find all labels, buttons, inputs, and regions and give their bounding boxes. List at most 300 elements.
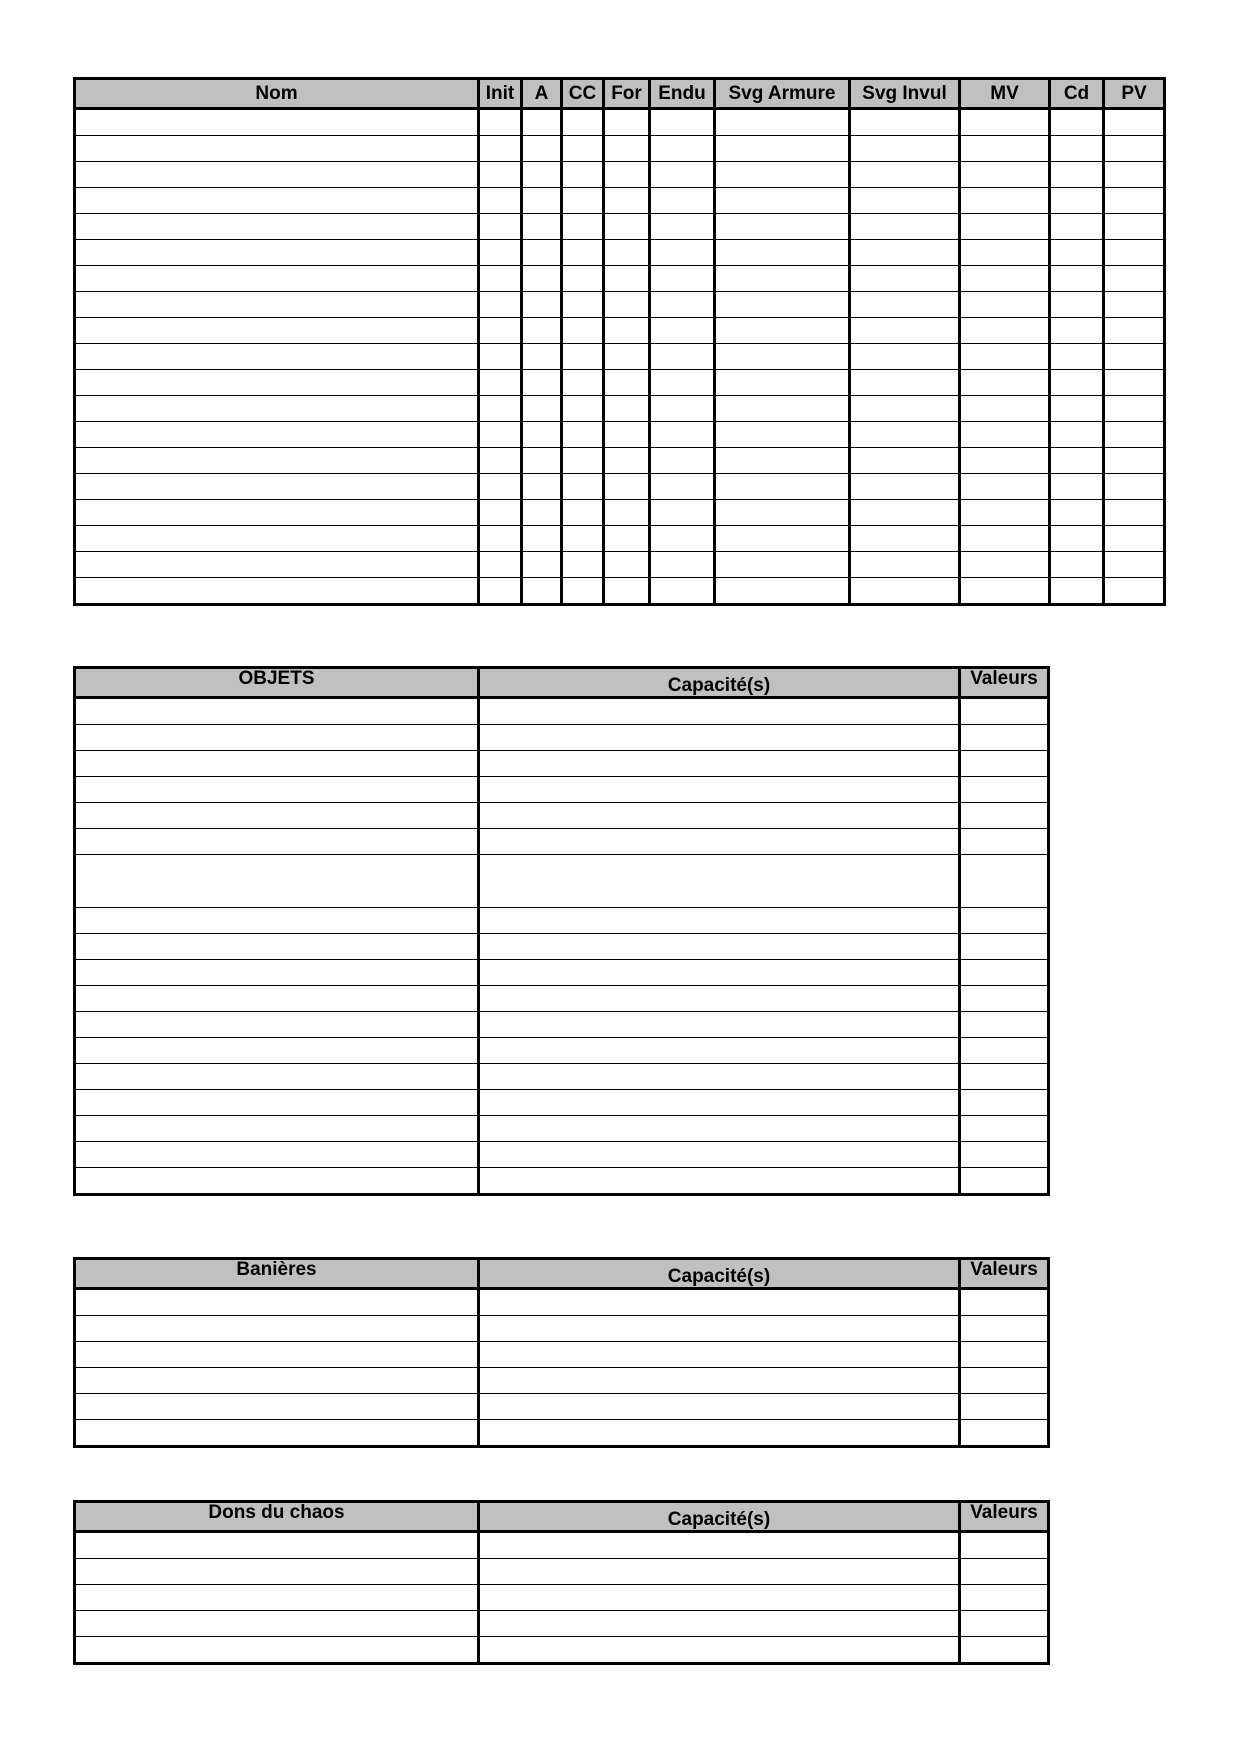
table-cell[interactable] [960,1090,1049,1116]
table-cell[interactable] [479,829,960,855]
table-cell[interactable] [1104,240,1165,266]
table-cell[interactable] [75,422,479,448]
table-cell[interactable] [650,136,715,162]
table-cell[interactable] [850,240,960,266]
table-cell[interactable] [715,422,850,448]
table-cell[interactable] [562,266,604,292]
table-cell[interactable] [1050,188,1104,214]
table-cell[interactable] [850,162,960,188]
table-cell[interactable] [850,396,960,422]
table-cell[interactable] [479,318,522,344]
table-cell[interactable] [850,292,960,318]
table-cell[interactable] [650,188,715,214]
table-cell[interactable] [75,1532,479,1559]
table-cell[interactable] [522,370,562,396]
table-cell[interactable] [562,292,604,318]
table-cell[interactable] [1104,162,1165,188]
table-cell[interactable] [1050,422,1104,448]
table-cell[interactable] [479,240,522,266]
table-cell[interactable] [715,396,850,422]
table-cell[interactable] [522,162,562,188]
table-cell[interactable] [960,240,1050,266]
table-cell[interactable] [479,396,522,422]
table-cell[interactable] [1050,292,1104,318]
table-cell[interactable] [960,500,1050,526]
table-cell[interactable] [960,1064,1049,1090]
table-cell[interactable] [75,526,479,552]
table-cell[interactable] [479,474,522,500]
table-cell[interactable] [960,855,1049,908]
table-cell[interactable] [1104,136,1165,162]
table-cell[interactable] [604,500,650,526]
table-cell[interactable] [650,396,715,422]
table-cell[interactable] [1050,344,1104,370]
table-cell[interactable] [850,474,960,500]
col-header-valeurs: Valeurs [960,668,1049,698]
table-cell[interactable] [75,344,479,370]
table-cell[interactable] [75,1637,479,1664]
table-cell[interactable] [1050,448,1104,474]
table-cell[interactable] [479,725,960,751]
table-cell[interactable] [715,109,850,136]
table-cell[interactable] [715,136,850,162]
table-cell[interactable] [1104,552,1165,578]
table-cell[interactable] [75,1394,479,1420]
table-cell[interactable] [650,370,715,396]
table-cell[interactable] [850,266,960,292]
table-cell[interactable] [850,500,960,526]
table-cell[interactable] [960,777,1049,803]
table-cell[interactable] [522,552,562,578]
table-cell[interactable] [1104,266,1165,292]
table-cell[interactable] [562,552,604,578]
table-cell[interactable] [960,526,1050,552]
table-cell[interactable] [715,188,850,214]
table-cell[interactable] [479,1038,960,1064]
table-cell[interactable] [562,526,604,552]
table-cell[interactable] [479,698,960,725]
col-header-valeurs: Valeurs [960,1259,1049,1289]
table-cell[interactable] [75,396,479,422]
table-cell[interactable] [75,803,479,829]
table-cell[interactable] [479,1289,960,1316]
table-cell[interactable] [1050,474,1104,500]
table-cell[interactable] [1104,578,1165,605]
table-cell[interactable] [522,109,562,136]
table-cell[interactable] [479,1394,960,1420]
table-cell[interactable] [715,292,850,318]
table-cell[interactable] [1050,214,1104,240]
table-cell[interactable] [522,526,562,552]
table-cell[interactable] [75,725,479,751]
table-cell[interactable] [650,552,715,578]
table-cell[interactable] [75,578,479,605]
table-cell[interactable] [75,960,479,986]
table-cell[interactable] [75,370,479,396]
table-cell[interactable] [75,1090,479,1116]
table-cell[interactable] [960,1394,1049,1420]
table-cell[interactable] [715,240,850,266]
table-cell[interactable] [650,448,715,474]
table-cell[interactable] [562,109,604,136]
table-cell[interactable] [1050,552,1104,578]
table-cell[interactable] [960,578,1050,605]
table-cell[interactable] [562,214,604,240]
table-cell[interactable] [850,318,960,344]
table-cell[interactable] [715,214,850,240]
table-cell[interactable] [960,318,1050,344]
table-cell[interactable] [650,109,715,136]
table-cell[interactable] [479,162,522,188]
table-cell[interactable] [850,188,960,214]
table-cell[interactable] [604,188,650,214]
table-cell[interactable] [479,960,960,986]
table-cell[interactable] [604,448,650,474]
table-cell[interactable] [75,1611,479,1637]
table-cell[interactable] [650,578,715,605]
table-cell[interactable] [604,422,650,448]
table-cell[interactable] [1050,318,1104,344]
table-cell[interactable] [850,344,960,370]
table-cell[interactable] [75,1342,479,1368]
table-cell[interactable] [604,318,650,344]
table-cell[interactable] [479,1142,960,1168]
table-cell[interactable] [75,855,479,908]
table-cell[interactable] [522,500,562,526]
table-cell[interactable] [479,214,522,240]
table-cell[interactable] [75,162,479,188]
table-cell[interactable] [75,292,479,318]
table-cell[interactable] [715,162,850,188]
table-cell[interactable] [960,1142,1049,1168]
table-cell[interactable] [479,1342,960,1368]
table-cell[interactable] [715,266,850,292]
table-cell[interactable] [479,109,522,136]
table-cell[interactable] [604,266,650,292]
table-cell[interactable] [479,777,960,803]
table-cell[interactable] [562,370,604,396]
table-cell[interactable] [479,1116,960,1142]
table-cell[interactable] [75,214,479,240]
table-cell[interactable] [850,136,960,162]
table-cell[interactable] [960,1116,1049,1142]
table-cell[interactable] [650,214,715,240]
table-cell[interactable] [75,1142,479,1168]
table-cell[interactable] [522,214,562,240]
table-cell[interactable] [75,934,479,960]
table-cell[interactable] [604,370,650,396]
table-cell[interactable] [479,1559,960,1585]
table-cell[interactable] [522,188,562,214]
table-cell[interactable] [522,136,562,162]
table-cell[interactable] [960,908,1049,934]
table-cell[interactable] [479,370,522,396]
table-cell[interactable] [604,396,650,422]
table-cell[interactable] [850,422,960,448]
table-cell[interactable] [650,344,715,370]
table-cell[interactable] [479,1420,960,1447]
table-cell[interactable] [75,908,479,934]
table-cell[interactable] [479,136,522,162]
table-cell[interactable] [604,552,650,578]
table-cell[interactable] [850,448,960,474]
table-cell[interactable] [604,526,650,552]
table-cell[interactable] [479,552,522,578]
table-cell[interactable] [604,214,650,240]
table-cell[interactable] [604,474,650,500]
table-cell[interactable] [522,448,562,474]
table-cell[interactable] [75,474,479,500]
table-cell[interactable] [75,1064,479,1090]
table-cell[interactable] [1104,214,1165,240]
table-cell[interactable] [479,1585,960,1611]
table-cell[interactable] [75,829,479,855]
table-cell[interactable] [75,1585,479,1611]
table-cell[interactable] [1104,318,1165,344]
table-cell[interactable] [75,1116,479,1142]
table-cell[interactable] [479,1012,960,1038]
table-cell[interactable] [960,1637,1049,1664]
table-cell[interactable] [960,1316,1049,1342]
table-cell[interactable] [604,162,650,188]
table-cell[interactable] [650,500,715,526]
table-cell[interactable] [715,344,850,370]
table-cell[interactable] [715,578,850,605]
table-cell[interactable] [715,370,850,396]
table-cell[interactable] [1050,162,1104,188]
table-cell[interactable] [522,240,562,266]
table-cell[interactable] [960,552,1050,578]
table-cell[interactable] [1104,526,1165,552]
table-row [75,474,1165,500]
table-cell[interactable] [1050,526,1104,552]
table-cell[interactable] [479,855,960,908]
table-cell[interactable] [715,448,850,474]
table-cell[interactable] [479,1532,960,1559]
table-cell[interactable] [479,344,522,370]
table-cell[interactable] [650,526,715,552]
table-cell[interactable] [522,292,562,318]
table-cell[interactable] [75,109,479,136]
table-cell[interactable] [960,474,1050,500]
table-cell[interactable] [650,318,715,344]
table-cell[interactable] [479,934,960,960]
table-cell[interactable] [75,986,479,1012]
table-cell[interactable] [960,396,1050,422]
table-cell[interactable] [960,1532,1049,1559]
table-cell[interactable] [479,292,522,318]
table-cell[interactable] [715,474,850,500]
table-cell[interactable] [960,751,1049,777]
table-cell[interactable] [960,1585,1049,1611]
table-cell[interactable] [479,188,522,214]
table-cell[interactable] [960,829,1049,855]
table-cell[interactable] [715,500,850,526]
table-cell[interactable] [604,136,650,162]
table-cell[interactable] [562,344,604,370]
table-cell[interactable] [960,266,1050,292]
table-cell[interactable] [960,292,1050,318]
table-cell[interactable] [960,214,1050,240]
table-cell[interactable] [75,240,479,266]
table-cell[interactable] [75,751,479,777]
table-cell[interactable] [604,109,650,136]
table-cell[interactable] [960,1368,1049,1394]
table-cell[interactable] [479,908,960,934]
table-cell[interactable] [650,162,715,188]
table-cell[interactable] [75,1368,479,1394]
table-cell[interactable] [960,344,1050,370]
table-cell[interactable] [75,1289,479,1316]
table-cell[interactable] [75,318,479,344]
table-cell[interactable] [604,240,650,266]
table-cell[interactable] [1104,500,1165,526]
table-cell[interactable] [479,751,960,777]
table-cell[interactable] [479,1637,960,1664]
table-cell[interactable] [960,698,1049,725]
table-cell[interactable] [479,1168,960,1195]
table-cell[interactable] [522,578,562,605]
table-cell[interactable] [562,422,604,448]
table-cell[interactable] [522,396,562,422]
table-cell[interactable] [479,986,960,1012]
table-cell[interactable] [960,1342,1049,1368]
table-cell[interactable] [75,266,479,292]
table-cell[interactable] [1050,136,1104,162]
table-cell[interactable] [75,1038,479,1064]
table-cell[interactable] [650,266,715,292]
table-cell[interactable] [960,1038,1049,1064]
table-cell[interactable] [960,960,1049,986]
table-cell[interactable] [850,526,960,552]
table-cell[interactable] [479,422,522,448]
table-cell[interactable] [479,1064,960,1090]
table-cell[interactable] [960,422,1050,448]
table-cell[interactable] [960,1559,1049,1585]
table-cell[interactable] [75,188,479,214]
table-cell[interactable] [850,109,960,136]
table-cell[interactable] [479,803,960,829]
table-cell[interactable] [75,1316,479,1342]
table-cell[interactable] [604,292,650,318]
table-cell[interactable] [1104,422,1165,448]
table-cell[interactable] [650,292,715,318]
table-cell[interactable] [960,1012,1049,1038]
table-cell[interactable] [1050,396,1104,422]
table-cell[interactable] [715,526,850,552]
table-cell[interactable] [960,1611,1049,1637]
table-cell[interactable] [75,698,479,725]
table-cell[interactable] [522,422,562,448]
table-cell[interactable] [1104,292,1165,318]
table-cell[interactable] [75,1559,479,1585]
table-cell[interactable] [562,474,604,500]
table-cell[interactable] [75,777,479,803]
table-cell[interactable] [479,578,522,605]
table-cell[interactable] [960,370,1050,396]
table-cell[interactable] [479,1368,960,1394]
table-cell[interactable] [562,500,604,526]
table-cell[interactable] [960,188,1050,214]
table-cell[interactable] [562,578,604,605]
table-cell[interactable] [562,162,604,188]
table-cell[interactable] [562,188,604,214]
table-cell[interactable] [1104,188,1165,214]
table-cell[interactable] [479,1090,960,1116]
table-cell[interactable] [850,578,960,605]
table-cell[interactable] [75,136,479,162]
table-cell[interactable] [479,1611,960,1637]
table-cell[interactable] [562,318,604,344]
table-cell[interactable] [479,1316,960,1342]
table-cell[interactable] [1050,500,1104,526]
table-cell[interactable] [75,500,479,526]
table-cell[interactable] [650,422,715,448]
table-cell[interactable] [960,934,1049,960]
table-cell[interactable] [960,162,1050,188]
table-cell[interactable] [650,474,715,500]
table-cell[interactable] [715,552,850,578]
table-cell[interactable] [960,136,1050,162]
table-cell[interactable] [850,370,960,396]
table-cell[interactable] [1104,370,1165,396]
table-cell[interactable] [522,344,562,370]
table-cell[interactable] [1104,474,1165,500]
table-cell[interactable] [1050,578,1104,605]
table-cell[interactable] [522,266,562,292]
table-cell[interactable] [479,500,522,526]
table-cell[interactable] [562,136,604,162]
table-cell[interactable] [522,474,562,500]
table-cell[interactable] [960,1420,1049,1447]
table-cell[interactable] [960,109,1050,136]
table-cell[interactable] [562,240,604,266]
table-cell[interactable] [1104,448,1165,474]
table-cell[interactable] [960,448,1050,474]
table-cell[interactable] [522,318,562,344]
table-row [75,109,1165,136]
table-cell[interactable] [75,552,479,578]
table-cell[interactable] [1050,370,1104,396]
table-cell[interactable] [75,1012,479,1038]
table-cell[interactable] [1050,240,1104,266]
table-cell[interactable] [479,266,522,292]
table-cell[interactable] [75,448,479,474]
table-cell[interactable] [1104,344,1165,370]
table-cell[interactable] [604,578,650,605]
table-cell[interactable] [75,1168,479,1195]
table-cell[interactable] [479,526,522,552]
table-cell[interactable] [604,344,650,370]
table-cell[interactable] [850,214,960,240]
table-cell[interactable] [960,725,1049,751]
table-cell[interactable] [960,1289,1049,1316]
table-cell[interactable] [960,986,1049,1012]
table-cell[interactable] [562,448,604,474]
table-cell[interactable] [75,1420,479,1447]
table-cell[interactable] [562,396,604,422]
table-cell[interactable] [1050,266,1104,292]
table-cell[interactable] [1050,109,1104,136]
table-cell[interactable] [1104,396,1165,422]
table-cell[interactable] [479,448,522,474]
table-cell[interactable] [1104,109,1165,136]
table-cell[interactable] [650,240,715,266]
table-cell[interactable] [715,318,850,344]
table-cell[interactable] [850,552,960,578]
table-cell[interactable] [960,1168,1049,1195]
table-cell[interactable] [960,803,1049,829]
